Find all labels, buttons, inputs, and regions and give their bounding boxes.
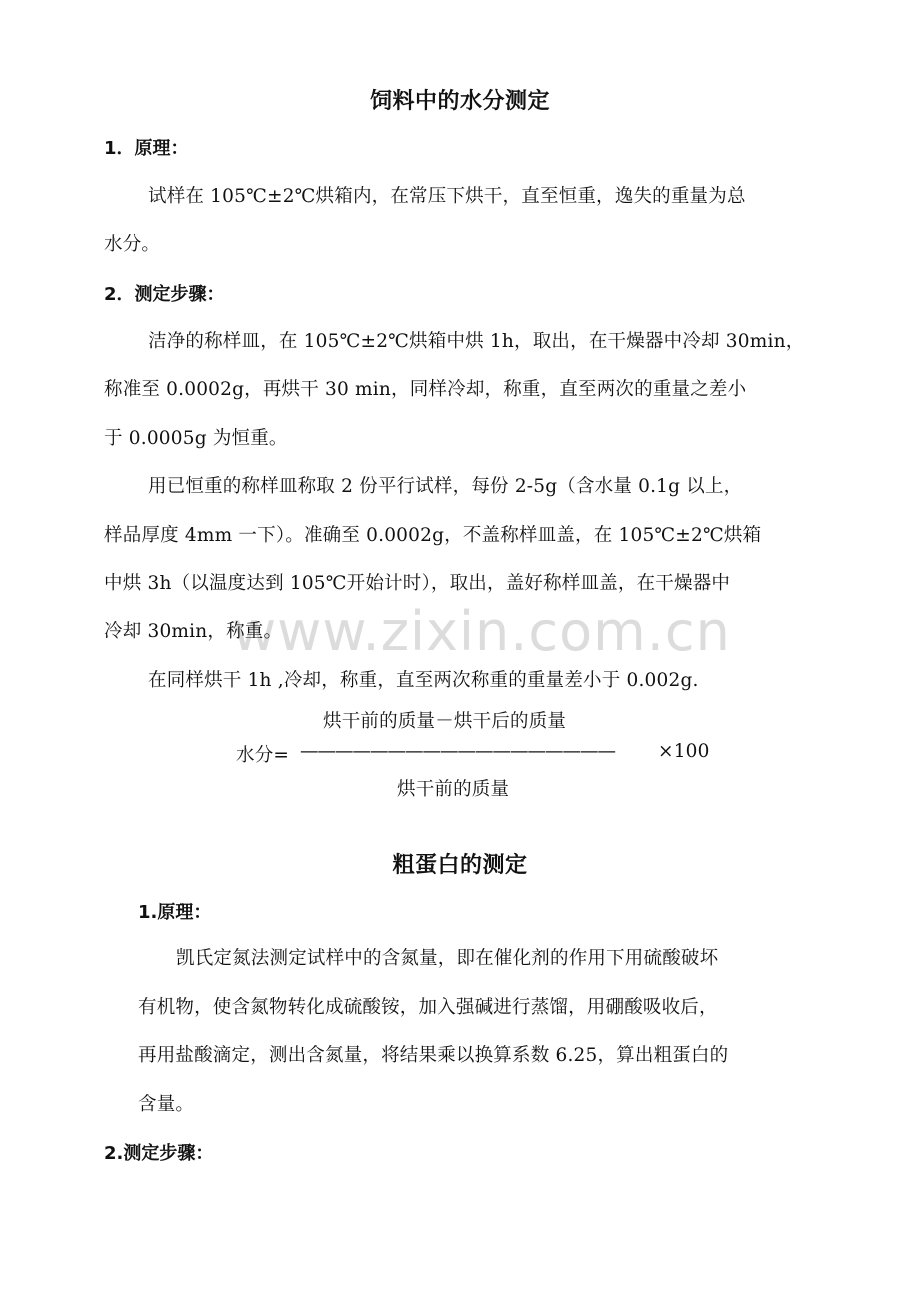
section1-heading-steps: 2．测定步骤： <box>104 284 225 305</box>
section1-steps-line: 于 0.0005g 为恒重。 <box>104 428 288 449</box>
section1-steps-line: 称准至 0.0002g，再烘干 30 min，同样冷却，称重，直至两次的重量之差小 <box>104 379 747 400</box>
section2-principle-line: 有机物，使含氮物转化成硫酸铵，加入强碱进行蒸馏，用硼酸吸收后， <box>138 997 718 1018</box>
section1-heading-principle: 1．原理： <box>104 138 189 159</box>
section2-principle-line: 再用盐酸滴定，测出含氮量，将结果乘以换算系数 6.25，算出粗蛋白的 <box>138 1045 729 1066</box>
section1-steps-line: 冷却 30min，称重。 <box>104 621 283 642</box>
section1-steps-line: 样品厚度 4mm 一下）。准确至 0.0002g，不盖称样皿盖，在 105℃±2℃烘箱 <box>104 525 762 546</box>
formula-lhs: 水分= <box>236 745 290 766</box>
section1-steps-line: 在同样烘干 1h ,冷却，称重，直至两次称重的重量差小于 0.002g. <box>148 670 699 691</box>
section1-steps-line: 用已恒重的称样皿称取 2 份平行试样，每份 2-5g（含水量 0.1g 以上， <box>148 476 743 497</box>
formula-denominator: 烘干前的质量 <box>397 779 510 800</box>
section2-heading-steps: 2.测定步骤： <box>104 1143 214 1164</box>
section1-steps-line: 中烘 3h（以温度达到 105℃开始计时），取出，盖好称样皿盖，在干燥器中 <box>104 573 731 594</box>
section1-principle-line: 试样在 105℃±2℃烘箱内，在常压下烘干，直至恒重，逸失的重量为总 <box>148 186 746 207</box>
section1-steps-line: 洁净的称样皿，在 105℃±2℃烘箱中烘 1h，取出，在干燥器中冷却 30min， <box>148 331 805 352</box>
section1-title: 饲料中的水分测定 <box>369 89 550 114</box>
formula-fraction-bar: —————————————————— <box>300 741 615 762</box>
section2-heading-principle: 1.原理： <box>138 902 212 923</box>
section2-principle-line: 含量。 <box>138 1094 195 1115</box>
section2-principle-line: 凯氏定氮法测定试样中的含氮量，即在催化剂的作用下用硫酸破坏 <box>176 948 719 969</box>
section2-title: 粗蛋白的测定 <box>392 853 528 878</box>
formula-numerator: 烘干前的质量－烘干后的质量 <box>323 711 567 732</box>
formula-multiplier: ×100 <box>658 741 710 762</box>
section1-principle-line: 水分。 <box>104 234 161 255</box>
watermark: www.zixin.com.cn <box>232 600 731 663</box>
